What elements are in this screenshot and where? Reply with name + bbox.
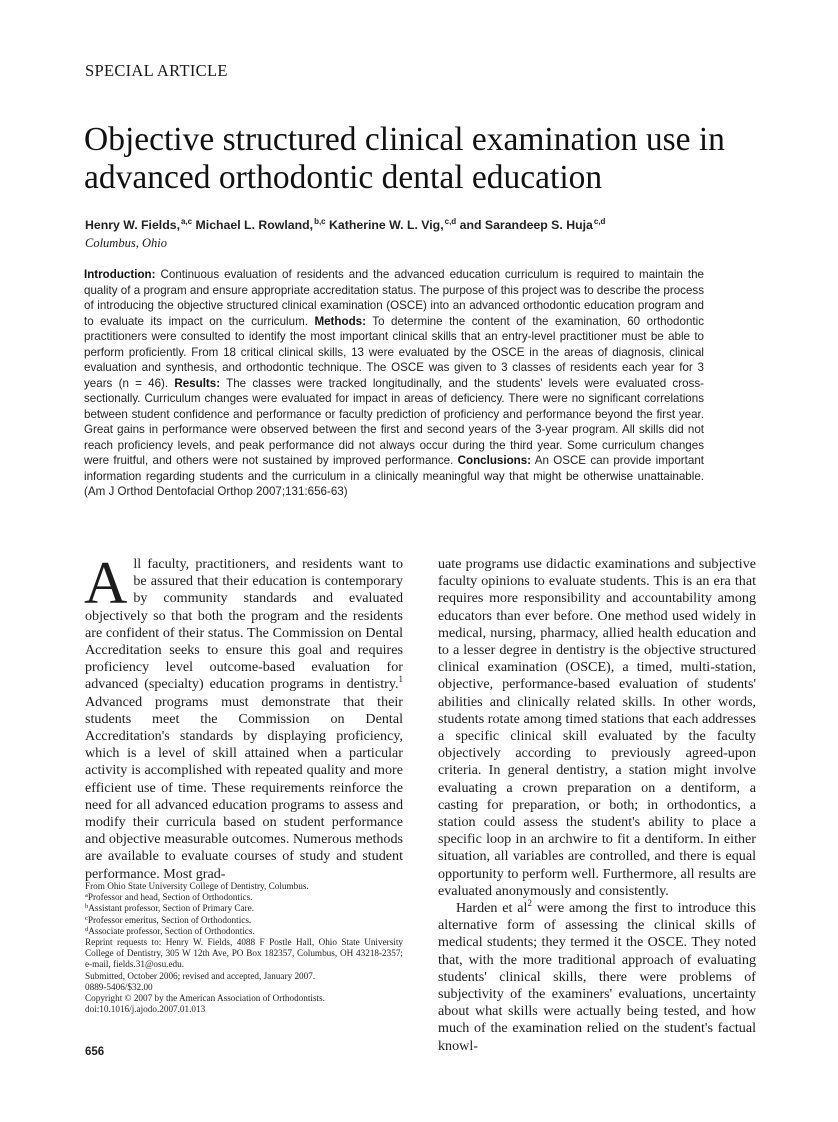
abstract-heading-results: Results:	[174, 376, 221, 390]
abstract-heading-methods: Methods:	[314, 314, 366, 328]
author-location: Columbus, Ohio	[85, 236, 167, 250]
abstract-text: To determine the content of the examination, 60 orthodontic practitioners were consulted to identify the most important clinical skills that an entry-level practitioner must be able to perform proficiently. From 18 critical clinical skills, 13 were evaluated by the OSCE in the areas of diagnosis, clinical evaluation and synthesis, and orthodontic technique. The OSCE was given to 3 classes of residents each year for 3 years (n = 46).	[84, 314, 704, 390]
body-paragraph: All faculty, practitioners, and residents want to be assured that their education is contemporary by community standards and evaluated objectively so that both the program and the residents are confident of their status. The Commission on Dental Accreditation seeks to ensure this goal and requires proficiency level outcome-based evaluation for advanced (specialty) education programs in dentistry.$^1$ Advanced programs must demonstrate that their students meet the Commission on Dental Accreditation's standards by displaying proficiency, which is a level of skill attained when a particular activity is accomplished with repeated quality and more efficient use of time. These requirements reinforce the need for all advanced education programs to assess and modify their curricula based on student performance and objective measurable outcomes. Numerous methods are available to evaluate courses of study and student performance. Most grad-	[84, 550, 403, 882]
abstract-text: Continuous evaluation of residents and the advanced education curriculum is required to maintain the quality of a program and ensure appropriate accreditation status. The purpose of this project was to describe the process of introducing the objective structured clinical examination (OSCE) into an advanced orthodontic education program and to evaluate its impact on the curriculum.	[84, 268, 704, 328]
footnote-price: 0889-5406/$32.00	[85, 981, 153, 992]
author-affiliation-mark: c,d	[444, 217, 457, 226]
page-number: 656	[85, 1046, 105, 1058]
author-name: Katherine W. L. Vig,	[329, 218, 444, 232]
drop-cap: A	[84, 550, 128, 616]
author-affiliation-mark: c,d	[593, 217, 606, 226]
body-paragraph: Harden et $al^2$ were among the first to introduce this alternative form of assessing the clinical skills of medical students; they termed it the OSCE. They noted that, with the more traditional approach of evaluating students' clinical skills, there were problems of subjectivity of the examiners' evaluations, uncertainty about what skills were actually being tested, and how much of the examination relied on the student's factual knowl-	[438, 898, 756, 1054]
footnote-item: $^c$Professor emeritus, Section of Orthodontics.	[85, 914, 252, 925]
abstract-heading-conclusions: Conclusions:	[457, 454, 532, 467]
footnotes	[85, 881, 403, 1015]
article-title: Objective structured clinical examination use in advanced orthodontic dental education	[84, 121, 725, 196]
author-affiliation-mark: a,c	[180, 217, 193, 226]
footnote-item: $^a$Professor and head, Section of Orthodontics.	[85, 892, 253, 903]
footnote-reprint: Reprint requests to: Henry W. Fields, 4088 F Postle Hall, Ohio State University College of Dentistry, 305 W 12th Ave, PO Box 182357, Columbus, OH 43218-2357; e-mail, fields.31@osu.edu.	[85, 937, 403, 970]
citation-ref: 2	[527, 898, 532, 909]
body-column-left	[84, 550, 403, 883]
footnote-item: $^d$Associate professor, Section of Orthodontics.	[85, 925, 255, 936]
author-name: Henry W. Fields,	[85, 218, 180, 232]
author-list: Henry W. Fields,$^{a,c}$ Michael L. Rowland,$^{b,c}$ Katherine W. L. Vig,$^{c,d}$ and Sarandeep S. Huja$^{c,d}$	[85, 217, 606, 232]
body-paragraph: uate programs use didactic examinations and subjective faculty opinions to evaluate students. This is an era that requires more responsibility and accountability among educators than ever before. One method used widely in medical, nursing, pharmacy, allied health education and to a lesser degree in dentistry is the objective structured clinical examination (OSCE), a timed, multi-station, objective, performance-based evaluation of students' abilities and clinically related skills. In other words, students rotate among timed stations that each addresses a specific clinical skill evaluated by the faculty objectively according to previously agreed-upon criteria. In general dentistry, a station might involve evaluating a crown preparation on a dentiform, a casting for preparation, or both; in orthodontics, a station could assess the student's ability to place a specific loop in an archwire to fit a dentiform. In either situation, all variables are controlled, and there is equal opportunity to perform well. Furthermore, all results are evaluated anonymously and consistently.	[438, 556, 756, 899]
author-name: Michael L. Rowland,	[195, 218, 314, 232]
section-label: SPECIAL ARTICLE	[85, 61, 228, 80]
footnote-submitted: Submitted, October 2006; revised and accepted, January 2007.	[85, 970, 316, 981]
footnote-doi[interactable]: doi:10.1016/j.ajodo.2007.01.013	[85, 1004, 206, 1015]
abstract-text: The classes were tracked longitudinally, and the students' levels were evaluated cross-sectionally. Curriculum changes were evaluated for impact in areas of deficiency. There were no significant correlations between student confidence and performance or faculty prediction of proficiency and performance beyond the first year. Great gains in performance were observed between the first and second years of the 3-year program. All skills did not reach proficiency levels, and peak performance did not always occur during the third year. Some curriculum changes were fruitful, and others were not sustained by improved performance.	[84, 376, 704, 467]
abstract	[84, 267, 704, 500]
body-column-right	[438, 556, 756, 1055]
footnote-item: $^b$Assistant professor, Section of Primary Care.	[85, 903, 254, 914]
abstract-heading-introduction: Introduction:	[84, 268, 156, 281]
citation-ref: 1	[398, 674, 403, 685]
footnote-affiliation: From Ohio State University College of Dentistry, Columbus.	[85, 881, 309, 891]
abstract-text: An OSCE can provide important information regarding students and the curriculum in a clinically meaningful way that might be otherwise unattainable. (Am J Orthod Dentofacial Orthop 2007;131:656-63)	[84, 454, 704, 498]
author-name: Sarandeep S. Huja	[484, 218, 593, 232]
author-affiliation-mark: b,c	[314, 217, 326, 226]
footnote-copyright: Copyright © 2007 by the American Association of Orthodontists.	[85, 993, 325, 1004]
